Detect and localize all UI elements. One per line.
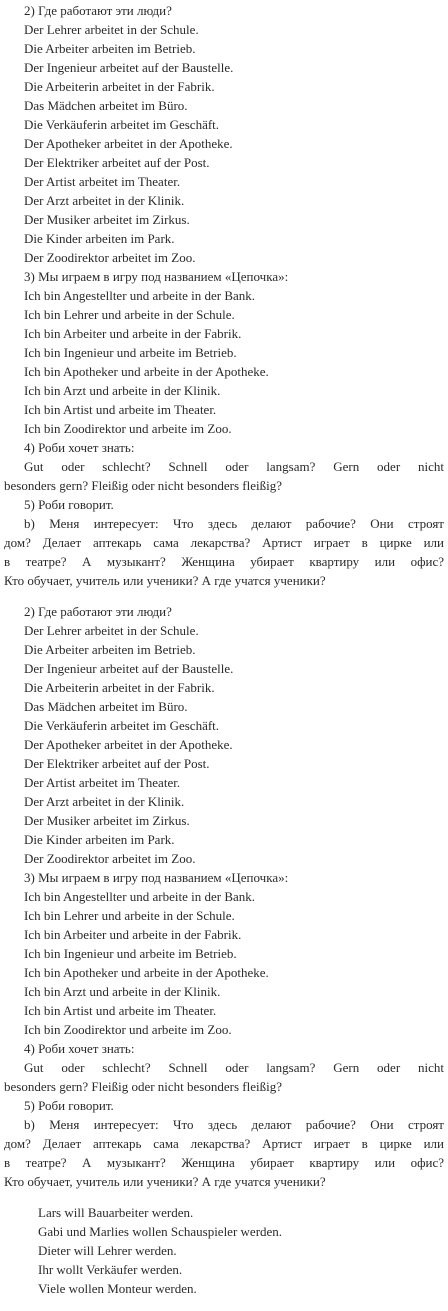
text-line: Der Arzt arbeitet in der Klinik. bbox=[24, 794, 185, 809]
section2-heading-2: 2) Где работают эти люди? bbox=[24, 604, 172, 619]
text-line: Lars will Bauarbeiter werden. bbox=[38, 1205, 194, 1220]
text-line: Ich bin Arzt und arbeite in der Klinik. bbox=[24, 984, 221, 999]
text-line: Ich bin Artist und arbeite im Theater. bbox=[24, 402, 217, 417]
text-line: besonders gern? Fleißig oder nicht besonders fleißig? bbox=[4, 478, 282, 493]
text-line: Gut oder schlecht? Schnell oder langsam? Gern oder nicht bbox=[24, 459, 444, 474]
text-line: Der Lehrer arbeitet in der Schule. bbox=[24, 623, 199, 638]
text-line: Ich bin Angestellter und arbeite in der Bank. bbox=[24, 889, 256, 904]
text-line: Das Mädchen arbeitet im Büro. bbox=[24, 699, 188, 714]
text-line: Der Musiker arbeitet im Zirkus. bbox=[24, 813, 190, 828]
section2-heading-4: 4) Роби хочет знать: bbox=[24, 1041, 135, 1056]
text-line: Die Kinder arbeiten im Park. bbox=[24, 832, 175, 847]
text-line: Die Arbeiter arbeiten im Betrieb. bbox=[24, 41, 196, 56]
text-line: Die Arbeiter arbeiten im Betrieb. bbox=[24, 642, 196, 657]
text-line: Ich bin Arbeiter und arbeite in der Fabrik. bbox=[24, 326, 242, 341]
text-line: Der Apotheker arbeitet in der Apotheke. bbox=[24, 136, 233, 151]
text-line: Die Verkäuferin arbeitet im Geschäft. bbox=[24, 718, 220, 733]
text-line: Ich bin Lehrer und arbeite in der Schule. bbox=[24, 307, 235, 322]
text-line: в театре? А музыкант? Женщина убирает квартиру или офис? bbox=[4, 554, 444, 569]
section1-heading-2: 2) Где работают эти люди? bbox=[24, 3, 172, 18]
text-line: Der Artist arbeitet im Theater. bbox=[24, 775, 181, 790]
text-line: Der Zoodirektor arbeitet im Zoo. bbox=[24, 851, 196, 866]
text-line: Der Elektriker arbeitet auf der Post. bbox=[24, 155, 210, 170]
text-line: Ich bin Zoodirektor und arbeite im Zoo. bbox=[24, 1022, 232, 1037]
text-line: Der Elektriker arbeitet auf der Post. bbox=[24, 756, 210, 771]
text-line: besonders gern? Fleißig oder nicht besonders fleißig? bbox=[4, 1079, 282, 1094]
text-line: Gut oder schlecht? Schnell oder langsam? Gern oder nicht bbox=[24, 1060, 444, 1075]
text-line: Ich bin Artist und arbeite im Theater. bbox=[24, 1003, 217, 1018]
text-line: Viele wollen Monteur werden. bbox=[38, 1281, 197, 1296]
text-line: Ich bin Apotheker und arbeite in der Apotheke. bbox=[24, 364, 269, 379]
section2-heading-3: 3) Мы играем в игру под названием «Цепочка»: bbox=[24, 870, 289, 885]
text-line: Dieter will Lehrer werden. bbox=[38, 1243, 177, 1258]
text-line: Der Apotheker arbeitet in der Apotheke. bbox=[24, 737, 233, 752]
text-line: Ich bin Arbeiter und arbeite in der Fabrik. bbox=[24, 927, 242, 942]
text-line: Die Arbeiterin arbeitet in der Fabrik. bbox=[24, 680, 215, 695]
text-line: b) Меня интересует: Что здесь делают рабочие? Они строят bbox=[24, 1117, 444, 1132]
text-line: Der Lehrer arbeitet in der Schule. bbox=[24, 22, 199, 37]
text-line: Der Zoodirektor arbeitet im Zoo. bbox=[24, 250, 196, 265]
text-line: Ich bin Arzt und arbeite in der Klinik. bbox=[24, 383, 221, 398]
text-line: b) Меня интересует: Что здесь делают рабочие? Они строят bbox=[24, 516, 444, 531]
section1-heading-5: 5) Роби говорит. bbox=[24, 497, 114, 512]
text-line: Der Ingenieur arbeitet auf der Baustelle. bbox=[24, 661, 234, 676]
text-line: Ich bin Ingenieur und arbeite im Betrieb. bbox=[24, 946, 237, 961]
text-line: Ich bin Angestellter und arbeite in der Bank. bbox=[24, 288, 256, 303]
text-line: Кто обучает, учитель или ученики? А где учатся ученики? bbox=[4, 573, 326, 588]
text-line: Die Verkäuferin arbeitet im Geschäft. bbox=[24, 117, 220, 132]
section1-heading-4: 4) Роби хочет знать: bbox=[24, 440, 135, 455]
text-line: Gabi und Marlies wollen Schauspieler werden. bbox=[38, 1224, 283, 1239]
text-line: Der Artist arbeitet im Theater. bbox=[24, 174, 181, 189]
text-line: Ich bin Apotheker und arbeite in der Apotheke. bbox=[24, 965, 269, 980]
text-line: дом? Делает аптекарь сама лекарства? Артист играет в цирке или bbox=[4, 535, 444, 550]
text-line: Die Arbeiterin arbeitet in der Fabrik. bbox=[24, 79, 215, 94]
text-line: Ich bin Ingenieur und arbeite im Betrieb. bbox=[24, 345, 237, 360]
text-line: Das Mädchen arbeitet im Büro. bbox=[24, 98, 188, 113]
text-line: Der Musiker arbeitet im Zirkus. bbox=[24, 212, 190, 227]
text-line: Der Ingenieur arbeitet auf der Baustelle. bbox=[24, 60, 234, 75]
text-line: дом? Делает аптекарь сама лекарства? Артист играет в цирке или bbox=[4, 1136, 444, 1151]
text-line: Ich bin Zoodirektor und arbeite im Zoo. bbox=[24, 421, 232, 436]
text-line: Ihr wollt Verkäufer werden. bbox=[38, 1262, 183, 1277]
section2-heading-5: 5) Роби говорит. bbox=[24, 1098, 114, 1113]
text-line: Die Kinder arbeiten im Park. bbox=[24, 231, 175, 246]
text-line: Ich bin Lehrer und arbeite in der Schule. bbox=[24, 908, 235, 923]
section1-heading-3: 3) Мы играем в игру под названием «Цепочка»: bbox=[24, 269, 289, 284]
text-line: Der Arzt arbeitet in der Klinik. bbox=[24, 193, 185, 208]
text-line: в театре? А музыкант? Женщина убирает квартиру или офис? bbox=[4, 1155, 444, 1170]
text-line: Кто обучает, учитель или ученики? А где учатся ученики? bbox=[4, 1174, 326, 1189]
